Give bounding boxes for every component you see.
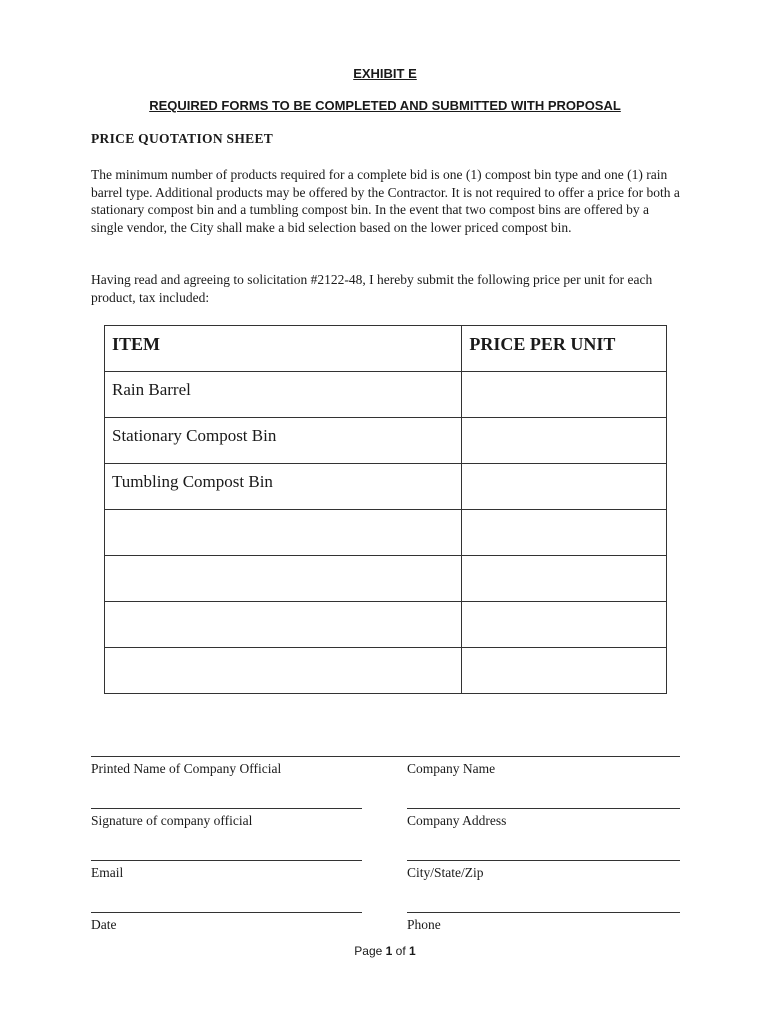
- price-cell[interactable]: [462, 372, 667, 418]
- price-cell[interactable]: [462, 556, 667, 602]
- exhibit-title: EXHIBIT E: [353, 66, 417, 81]
- item-cell[interactable]: [105, 510, 462, 556]
- item-cell: Rain Barrel: [105, 372, 462, 418]
- page-number-footer: [0, 944, 770, 958]
- printed-name-label: Printed Name of Company Official: [91, 761, 282, 776]
- table-row: [105, 418, 667, 464]
- company-name-label: Company Name: [407, 761, 496, 776]
- signature-label: Signature of company official: [91, 813, 253, 828]
- item-cell[interactable]: [105, 556, 462, 602]
- table-row: [105, 556, 667, 602]
- city-state-zip-line[interactable]: [407, 860, 680, 861]
- table-row: [105, 648, 667, 694]
- price-quotation-table: [104, 325, 667, 694]
- email-line[interactable]: [91, 860, 362, 861]
- header-item: ITEM: [105, 326, 462, 372]
- city-state-zip-label: City/State/Zip: [407, 865, 484, 880]
- phone-line[interactable]: [407, 912, 680, 913]
- item-cell: Stationary Compost Bin: [105, 418, 462, 464]
- table-row: [105, 372, 667, 418]
- header-price-per-unit: PRICE PER UNIT: [462, 326, 667, 372]
- printed-name-company-name-line[interactable]: [91, 756, 680, 757]
- company-address-line[interactable]: [407, 808, 680, 809]
- price-cell[interactable]: [462, 510, 667, 556]
- required-forms-title: REQUIRED FORMS TO BE COMPLETED AND SUBMITTED WITH PROPOSAL: [149, 98, 621, 113]
- page-current: 1: [385, 944, 393, 958]
- table-row: [105, 602, 667, 648]
- table-row: [105, 464, 667, 510]
- signature-line[interactable]: [91, 808, 362, 809]
- price-cell[interactable]: [462, 602, 667, 648]
- item-cell[interactable]: [105, 602, 462, 648]
- item-cell[interactable]: [105, 648, 462, 694]
- date-line[interactable]: [91, 912, 362, 913]
- instructions-paragraph: The minimum number of products required for a complete bid is one (1) compost bin type and one (1) rain barrel type. Additional products may be offered by the Contractor. It is not required to offer a price for both a stationary compost bin and a tumbling compost bin. In the event that two compost bins are offered by a single vendor, the City shall make a bid selection based on the lower priced compost bin.: [91, 167, 680, 235]
- date-label: Date: [91, 917, 117, 932]
- price-cell[interactable]: [462, 418, 667, 464]
- of-word: of: [395, 944, 406, 958]
- phone-label: Phone: [407, 917, 441, 932]
- page-word: Page: [354, 944, 383, 958]
- agreement-paragraph: Having read and agreeing to solicitation #2122-48, I hereby submit the following price per unit for each product, tax included:: [91, 272, 653, 305]
- price-cell[interactable]: [462, 648, 667, 694]
- table-row: [105, 510, 667, 556]
- section-title: PRICE QUOTATION SHEET: [91, 131, 274, 146]
- table-header-row: [105, 326, 667, 372]
- price-cell[interactable]: [462, 464, 667, 510]
- item-cell: Tumbling Compost Bin: [105, 464, 462, 510]
- email-label: Email: [91, 865, 124, 880]
- page-total: 1: [409, 944, 416, 958]
- company-address-label: Company Address: [407, 813, 507, 828]
